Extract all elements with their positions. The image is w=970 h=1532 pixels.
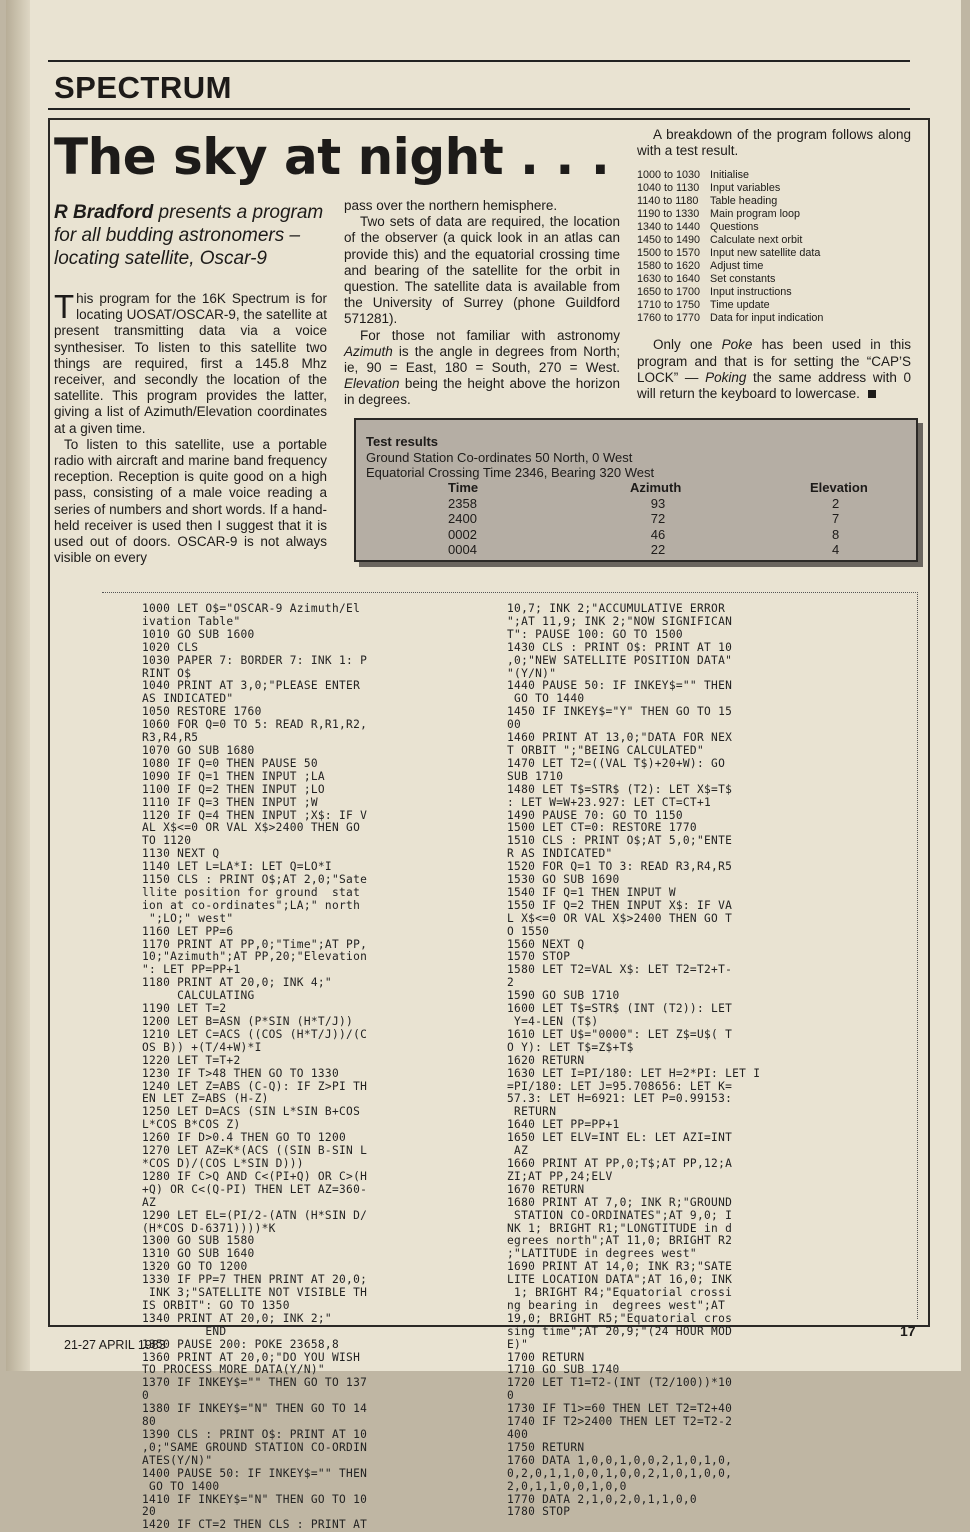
term-poking: Poking xyxy=(705,369,747,385)
line-range: 1040 to 1130 xyxy=(637,182,700,195)
time-cell: 0002 xyxy=(448,526,477,542)
drop-cap: T xyxy=(54,288,75,325)
section-description: Calculate next orbit xyxy=(710,234,803,247)
text-run: being the height above the horizon in degrees. xyxy=(344,376,620,408)
line-range: 1650 to 1700 xyxy=(637,286,701,299)
test-results-box xyxy=(354,418,918,562)
section-description: Set constants xyxy=(710,273,776,286)
azimuth-cell: 46 xyxy=(650,526,666,542)
elevation-cell: 2 xyxy=(832,495,840,511)
line-range: 1140 to 1180 xyxy=(637,195,699,208)
section-heading: SPECTRUM xyxy=(54,70,232,105)
section-description: Input new satellite data xyxy=(710,247,821,260)
elevation-cell: 4 xyxy=(832,542,840,557)
line-range: 1580 to 1620 xyxy=(637,260,701,273)
line-range: 1710 to 1750 xyxy=(637,299,701,312)
ground-station-line: Ground Station Co-ordinates 50 North, 0 West xyxy=(366,449,633,465)
line-range: 1500 to 1570 xyxy=(637,247,701,260)
line-range: 1630 to 1640 xyxy=(637,273,701,286)
text-run: For those not familiar with astronomy xyxy=(360,327,620,343)
breakdown-item xyxy=(637,247,911,260)
body-column-3 xyxy=(637,127,911,402)
test-results-header xyxy=(366,434,654,481)
intro-paragraph xyxy=(54,288,327,437)
text-run: is the angle in degrees from North; ie, 90 = East, 180 = South, 270 = West. xyxy=(344,343,620,376)
line-range: 1760 to 1770 xyxy=(637,312,701,325)
table-row xyxy=(356,511,916,527)
magazine-page xyxy=(6,0,961,1532)
section-description: Initialise xyxy=(710,169,750,182)
body-column-2 xyxy=(344,198,620,409)
term-poke: Poke xyxy=(721,337,753,353)
page-gutter xyxy=(6,0,30,1371)
issue-date: 21-27 APRIL 1983 xyxy=(64,1338,166,1352)
breakdown-item xyxy=(637,299,911,312)
elevation-cell: 7 xyxy=(832,511,840,526)
breakdown-item xyxy=(637,221,911,234)
section-description: Table heading xyxy=(710,195,778,208)
top-rule xyxy=(48,60,910,62)
breakdown-item xyxy=(637,234,911,247)
term-azimuth: Azimuth xyxy=(344,343,393,359)
breakdown-item xyxy=(637,273,911,286)
paragraph: pass over the northern hemisphere. xyxy=(344,198,558,213)
section-description: Main program loop xyxy=(710,208,801,221)
section-rule xyxy=(48,108,910,110)
listing-column-2: 10,7; INK 2;"ACCUMULATIVE ERROR ";AT 11,9; INK 2;"NOW SIGNIFICAN T": PAUSE 100: GO TO 1500 1430 CLS : PRINT O$: PRINT AT 10 ,0;"NEW SATELLITE POSITION DATA" "(Y/N)" 1440 PAUSE 50: IF INKEY$="" THEN GO TO 1440 1450 IF INKEY$="Y" THEN GO TO 15 00 1460 PRINT AT 13,0;"DATA FOR NEX T ORBIT ";"BEING CALCULATED" 1470 LET T2=((VAL T$)+20+W): GO SUB 1710 1480 LET T$=STR$ (T2): LET X$=T$ : LET W=W+23.927: LET CT=CT+1 1490 PAUSE 70: GO TO 1150 1500 LET CT=0: RESTORE 1770 1510 CLS : PRINT O$;AT 5,0;"ENTE R AS INDICATED" 1520 FOR Q=1 TO 3: READ R3,R4,R5 1530 GO SUB 1690 1540 IF Q=1 THEN INPUT W 1550 IF Q=2 THEN INPUT X$: IF VA L X$<=0 OR VAL X$>2400 THEN GO T O 1550 1560 NEXT Q 1570 STOP 1580 LET T2=VAL X$: LET T2=T2+T- 2 1590 GO SUB 1710 1600 LET T$=STR$ (INT (T2)): LET Y=4-LEN (T$) 1610 LET U$="0000": LET Z$=U$( T O Y): LET T$=Z$+T$ 1620 RETURN 1630 LET I=PI/180: LET H=2*PI: LET I =PI/180: LET J=95.708656: LET K= 57.3: LET H=6921: LET P=0.99153: RETURN 1640 LET PP=PP+1 1650 LET ELV=INT EL: LET AZI=INT AZ 1660 PRINT AT PP,0;T$;AT PP,12;A ZI;AT PP,24;ELV 1670 RETURN 1680 PRINT AT 7,0; INK R;"GROUND STATION CO-ORDINATES";AT 9,0; I NK 1; BRIGHT R1;"LONGTITUDE in d egrees north";AT 11,0; BRIGHT R2 ;"LATITUDE in degrees west" 1690 PRINT AT 14,0; INK R3;"SATE LITE LOCATION DATA";AT 16,0; INK 1; BRIGHT R4;"Equatorial crossi ng bearing in degrees west";AT 19,0; BRIGHT R5;"Equatorial cros sing time";AT 20,9;"(24 HOUR MOD E)" 1700 RETURN 1710 GO SUB 1740 1720 LET T1=T2-(INT (T2/100))*10 0 1730 IF T1>=60 THEN LET T2=T2+40 1740 IF T2>2400 THEN LET T2=T2-2 400 1750 RETURN 1760 DATA 1,0,0,1,0,0,2,1,0,1,0, 0,2,0,1,1,0,0,1,0,0,2,1,0,1,0,0, 2,0,1,1,0,0,1,0,0 1770 DATA 2,1,0,2,0,1,1,0,0 1780 STOP xyxy=(507,602,761,1519)
azimuth-cell: 93 xyxy=(650,495,666,511)
header-time: Time xyxy=(448,480,479,495)
breakdown-item xyxy=(637,312,911,325)
body-column-1 xyxy=(54,288,327,566)
section-description: Input variables xyxy=(710,182,781,195)
standfirst xyxy=(54,201,324,270)
azimuth-cell: 72 xyxy=(650,511,666,526)
intro-text: his program for the 16K Spectrum is for locating UOSAT/OSCAR-9, the satellite at present transmitting data via a voice synthesiser. To listen to this satellite two things are required, first a 145.8 Mhz receiver, and secondly the location of the satellite. This program provides the latter, giving a list of Azimuth/Elevation coordinates at a given time. xyxy=(54,291,327,436)
breakdown-item xyxy=(637,169,911,182)
elevation-cell: 8 xyxy=(832,526,840,542)
end-mark-icon xyxy=(868,390,876,398)
line-range: 1340 to 1440 xyxy=(637,221,701,234)
table-row xyxy=(356,496,916,512)
paragraph: Two sets of data are required, the location of the observer (a quick look in an atlas can provide this) and the equatorial crossing time and bearing of the satellite for the orbit in question. The satellite data is available from the University of Surrey (phone Guildford 571281). xyxy=(344,214,620,327)
section-description: Time update xyxy=(710,299,770,312)
time-cell: 2358 xyxy=(448,495,477,511)
breakdown-item xyxy=(637,286,911,299)
crossing-line: Equatorial Crossing Time 2346, Bearing 320 West xyxy=(366,465,655,480)
header-azimuth: Azimuth xyxy=(630,480,682,495)
azimuth-cell: 22 xyxy=(650,542,666,557)
article-headline: The sky at night . . . xyxy=(54,128,610,186)
term-elevation: Elevation xyxy=(344,376,400,392)
test-results-title: Test results xyxy=(366,434,439,449)
paragraph xyxy=(344,328,620,409)
time-cell: 2400 xyxy=(448,511,477,526)
paragraph xyxy=(637,337,911,402)
table-header-row xyxy=(356,480,916,496)
breakdown-item xyxy=(637,208,911,221)
section-description: Input instructions xyxy=(710,286,792,299)
table-row xyxy=(356,527,916,543)
breakdown-item xyxy=(637,195,911,208)
breakdown-item xyxy=(637,182,911,195)
author-name: R Bradford xyxy=(54,202,154,223)
page-number: 17 xyxy=(900,1323,916,1339)
text-run: has been used in this program and that is for setting the “CAP’S LOCK” — xyxy=(637,337,911,385)
table-row xyxy=(356,542,916,558)
test-results-table xyxy=(356,480,916,558)
program-breakdown-list xyxy=(637,169,911,325)
section-description: Data for input indication xyxy=(710,312,824,325)
text-run: the same address with 0 will return the keyboard to lowercase. xyxy=(637,369,912,402)
paragraph: A breakdown of the program follows along with a test result. xyxy=(637,127,911,159)
section-description: Questions xyxy=(710,221,759,234)
section-description: Adjust time xyxy=(710,260,764,273)
line-range: 1000 to 1030 xyxy=(637,169,701,182)
text-run: Only one xyxy=(653,337,722,353)
header-elevation: Elevation xyxy=(810,480,868,495)
breakdown-item xyxy=(637,260,911,273)
listing-column-1: 1000 LET O$="OSCAR-9 Azimuth/El ivation Table" 1010 GO SUB 1600 1020 CLS 1030 PAPER 7: BORDER 7: INK 1: P RINT O$ 1040 PRINT AT 3,0;"PLEASE ENTER AS INDICATED" 1050 RESTORE 1760 1060 FOR Q=0 TO 5: READ R,R1,R2, R3,R4,R5 1070 GO SUB 1680 1080 IF Q=0 THEN PAUSE 50 1090 IF Q=1 THEN INPUT ;LA 1100 IF Q=2 THEN INPUT ;LO 1110 IF Q=3 THEN INPUT ;W 1120 IF Q=4 THEN INPUT ;X$: IF V AL X$<=0 OR VAL X$>2400 THEN GO TO 1120 1130 NEXT Q 1140 LET L=LA*I: LET Q=LO*I 1150 CLS : PRINT O$;AT 2,0;"Sate llite position for ground stat ion at co-ordinates";LA;" north ";LO;" west" 1160 LET PP=6 1170 PRINT AT PP,0;"Time";AT PP, 10;"Azimuth";AT PP,20;"Elevation ": LET PP=PP+1 1180 PRINT AT 20,0; INK 4;" CALCULATING 1190 LET T=2 1200 LET B=ASN (P*SIN (H*T/J)) 1210 LET C=ACS ((COS (H*T/J))/(C OS B)) +(T/4+W)*I 1220 LET T=T+2 1230 IF T>48 THEN GO TO 1330 1240 LET Z=ABS (C-Q): IF Z>PI TH EN LET Z=ABS (H-Z) 1250 LET D=ACS (SIN L*SIN B+COS L*COS B*COS Z) 1260 IF D>0.4 THEN GO TO 1200 1270 LET AZ=K*(ACS ((SIN B-SIN L *COS D)/(COS L*SIN D))) 1280 IF C>Q AND C<(PI+Q) OR C>(H +Q) OR C<(Q-PI) THEN LET AZ=360- AZ 1290 LET EL=(PI/2-(ATN (H*SIN D/ (H*COS D-6371))))*K 1300 GO SUB 1580 1310 GO SUB 1640 1320 GO TO 1200 1330 IF PP=7 THEN PRINT AT 20,0; INK 3;"SATELLITE NOT VISIBLE TH IS ORBIT": GO TO 1350 1340 PRINT AT 20,0; INK 2;" END 1350 PAUSE 200: POKE 23658,8 1360 PRINT AT 20,0;"DO YOU WISH TO PROCESS MORE DATA(Y/N)" 1370 IF INKEY$="" THEN GO TO 137 0 1380 IF INKEY$="N" THEN GO TO 14 80 1390 CLS : PRINT O$: PRINT AT 10 ,0;"SAME GROUND STATION CO-ORDIN ATES(Y/N)" 1400 PAUSE 50: IF INKEY$="" THEN GO TO 1400 1410 IF INKEY$="N" THEN GO TO 10 20 1420 IF CT=2 THEN CLS : PRINT AT xyxy=(142,602,368,1532)
standfirst-text: presents a program for all budding astronomers – locating satellite, Oscar-9 xyxy=(54,202,324,269)
line-range: 1190 to 1330 xyxy=(637,208,700,221)
paragraph: To listen to this satellite, use a portable radio with aircraft and marine band frequency reception. Reception is quite good on a high pass, consisting of a male voice reading a series of numbers and short words. If a hand-held receiver is used then I suggest that it is used out of doors. OSCAR-9 is not always visible on every xyxy=(54,436,327,566)
line-range: 1450 to 1490 xyxy=(637,234,701,247)
time-cell: 0004 xyxy=(448,542,477,557)
